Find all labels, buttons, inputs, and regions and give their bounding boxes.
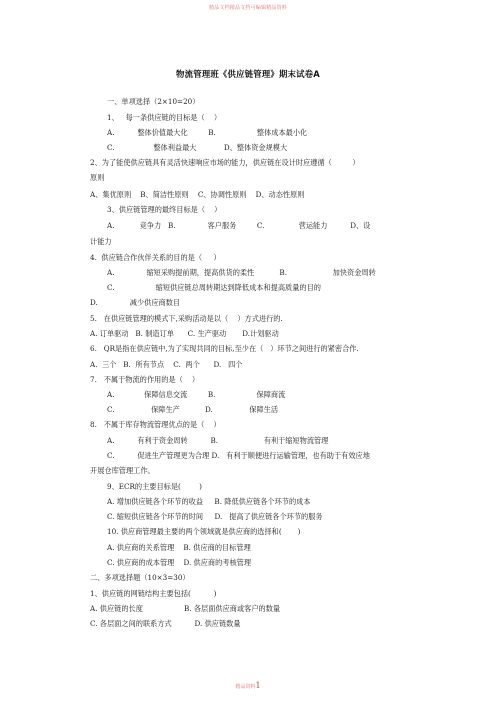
exam-title: 物流管理班《供应链管理》期末试卷A [176,69,320,79]
text-line: D. 减少供应商数目 [90,298,181,307]
text-line: C. 保障生产 D. 保障生活 [107,405,279,414]
text-line: 4. 供应链合作伙伴关系的目的是（ ） [90,253,221,262]
text-line: A. 竞争力 B. 客户服务 C. 营运能力 D、设 [107,221,371,230]
text-line: 7. 不属于物流的作用的是（ ） [90,375,200,384]
text-line: A. 三个 B. 所有节点 C. 两个 D. 四个 [90,360,243,369]
text-line: C. 促进生产管理更为合理 D. 有利于顺便进行运输管理，也有助于有效应地 [107,451,370,460]
text-line: 6. QR是指在供应链中,为了实现共同的目标,至少在（ ）环节之间进行的紧密合作. [90,344,359,353]
text-line: 3、供应链管理的最终目标是（ ） [107,205,222,214]
text-line: A. 增加供应链各个环节的收益 B. 降低供应链各个环节的成本 [107,497,311,506]
page-footer [0,681,496,690]
text-line: 2、为了能使供应链具有灵活快速响应市场的能力，供应链在设计时应遵循（ ） [90,158,360,167]
text-line: 9、ECR的主要目标是( ) [107,482,202,491]
text-line: A. 有利于资金周转 B. 有利于缩短物流管理 [107,436,329,445]
text-line: A. 供应链的长度 B. 各层面供应商或客户的数量 [90,604,281,613]
text-line: A. 保障信息交流 B. 保障商流 [107,390,286,399]
text-line: 8. 不属于库存物流管理优点的是（ ） [90,420,221,429]
text-line: A. 缩短采购提前期，提高供货的柔性 B. 加快资金周转 [107,268,376,277]
text-line: C. 整体利益最大 D、整体资金规模大 [107,143,288,152]
text-line: 10. 供应商管理最主要的两个领域就是供应商的选择和( ) [107,527,301,536]
text-line: C. 缩短供应链各个环节的时间 D. 提高了供应链各个环节的服务 [107,512,323,521]
text-line: 一、单项选择（2×10=20） [107,97,200,106]
text-line: 5. 在供应链管理的模式下,采购活动是以（ ）方式进行的. [90,314,283,323]
text-line: A. 整体价值最大化 B. 整体成本最小化 [107,128,308,137]
text-line: C. 各层面之间的联系方式 D. 供应链数量 [90,619,241,628]
text-line: 1、 每一条供应链的目标是（ ） [107,113,222,122]
text-line: C. 缩短供应链总周转期达到降低成本和提高质量的目的 [107,283,321,292]
page-header: 精品文档精品文档可编辑精品资料 [208,5,287,11]
text-line: A、集优原则 B、简洁性原则 C、协调性原则 D、动态性原则 [90,190,305,199]
text-line: 原则 [90,173,105,182]
footer-label: 精品资料 [235,684,256,690]
text-line: 开展仓库管理工作。 [90,466,155,475]
text-line: 计能力 [90,237,112,246]
text-line: A. 供应商的关系管理 B. 供应商的目标管理 [107,543,251,552]
text-line: 二、多项选择题（10×3=30） [90,573,190,582]
text-line: 1、供应链的网链结构主要包括( ) [90,589,217,598]
text-line: A. 订单驱动 B. 制造订单 C. 生产驱动 D.计划驱动 [90,329,279,338]
text-line: C. 供应商的成本管理 D. 供应商的考核管理 [107,558,252,567]
page-number: 1 [255,681,261,690]
